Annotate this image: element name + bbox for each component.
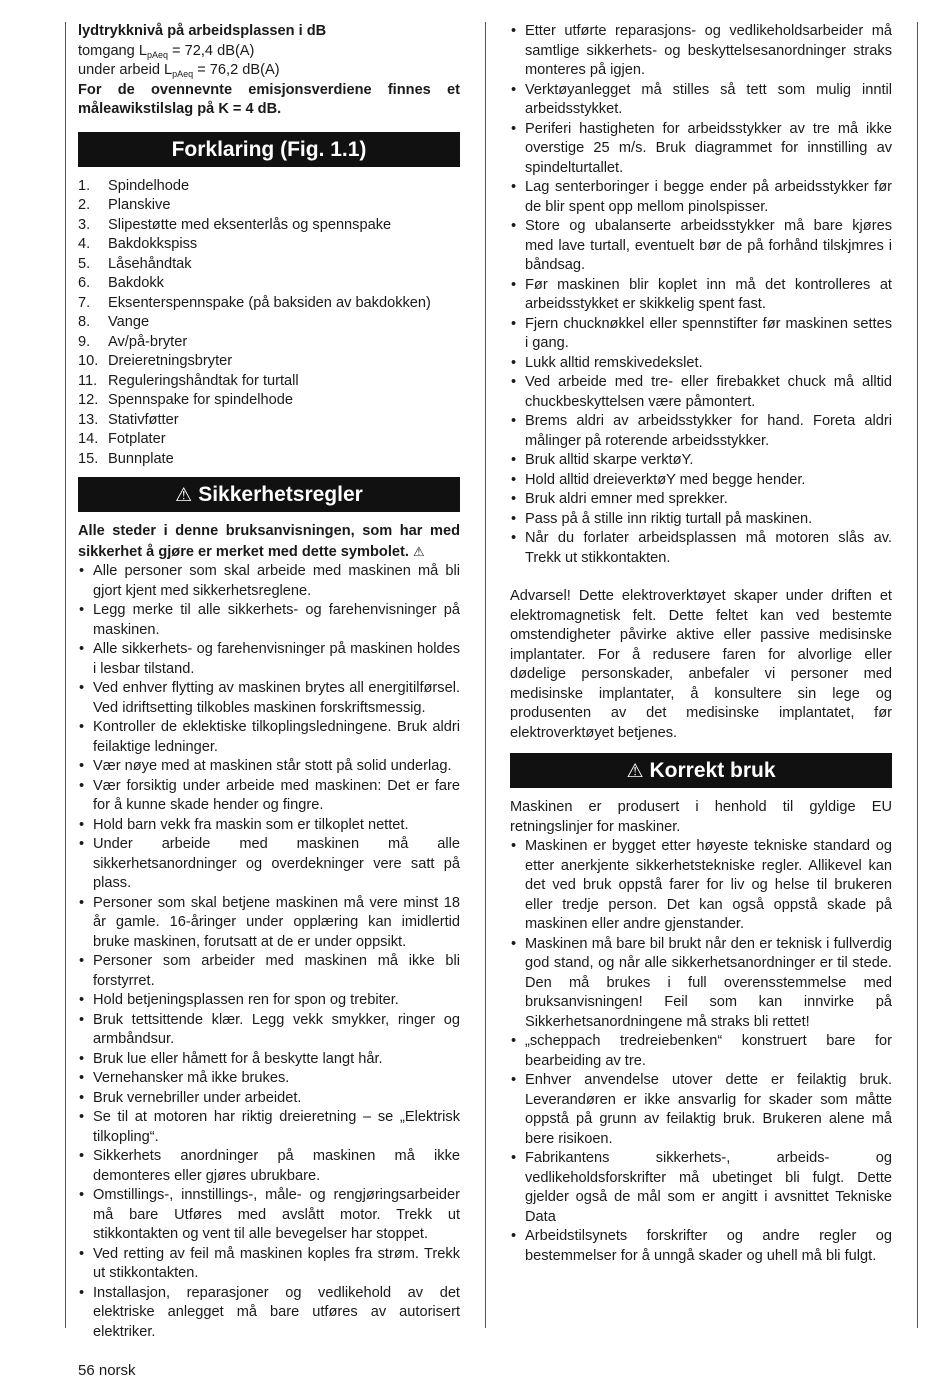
left-column [78, 22, 460, 1342]
safety-item-text: Lukk alltid remskivedekslet. [525, 354, 703, 371]
bullet-marker: • [511, 354, 517, 371]
bullet-marker: • [511, 23, 517, 39]
warning-triangle-icon: ⚠ [175, 485, 193, 506]
safety-item-text: Installasjon, reparasjoner og vedlikehold av det elektriske anlegget må bare utføres av autorisert elektriker. [93, 1284, 460, 1340]
legend-item-number: 11. [78, 372, 98, 389]
legend-item-number: 10. [78, 353, 99, 369]
safety-list-continued [510, 22, 892, 568]
bullet-marker: • [79, 641, 85, 657]
bullet-marker: • [79, 680, 85, 696]
bullet-marker: • [511, 120, 517, 137]
bullet-marker: • [79, 816, 85, 833]
legend-item-number: 15. [78, 450, 99, 467]
bullet-marker: • [511, 413, 517, 429]
bullet-marker: • [511, 276, 517, 293]
correct-use-item [510, 1032, 892, 1071]
safety-item-text: Bruk aldri emner med sprekker. [525, 491, 728, 507]
safety-item [510, 510, 892, 530]
safety-item [510, 354, 892, 374]
safety-item [78, 835, 460, 894]
safety-item-text: Ved arbeide med tre- eller firebakket chuck må alltid chuckbeskyttelsen være påmontert. [525, 374, 892, 410]
safety-item [510, 217, 892, 276]
warning-triangle-icon: ⚠ [413, 543, 425, 559]
bullet-marker: • [511, 1150, 517, 1166]
legend-item [78, 430, 460, 450]
safety-item [78, 1108, 460, 1147]
safety-list [78, 562, 460, 1342]
legend-item-number: 14. [78, 431, 99, 447]
legend-item-number: 6. [78, 275, 91, 291]
legend-item [78, 372, 460, 392]
legend-item-text: Bakdokk [108, 275, 164, 291]
noise-idle-prefix: tomgang L [78, 42, 147, 59]
safety-item [510, 120, 892, 179]
correct-use-title: Korrekt bruk [649, 759, 776, 782]
safety-item [510, 22, 892, 81]
bullet-marker: • [79, 719, 85, 735]
column-divider-middle [485, 22, 486, 1328]
legend-item-text: Vange [108, 314, 150, 330]
legend-item-text: Spennspake for spindelhode [108, 392, 293, 408]
safety-item-text: Alle personer som skal arbeide med maskinen må bli gjort kjent med sikkerhetsreglene. [93, 563, 460, 599]
noise-work-line [78, 61, 460, 81]
safety-item [510, 373, 892, 412]
correct-use-item [510, 1227, 892, 1266]
safety-item [78, 1284, 460, 1343]
safety-item-text: Under arbeide med maskinen må alle sikkerhetsanordninger og overdekninger vere satt på plass. [93, 836, 460, 891]
safety-item-text: Personer som skal betjene maskinen må vere minst 18 år gamle. 16-åringer under opplæring kan imidlertid bruke maskinen, forutsatt at de er under oppsikt. [93, 894, 460, 950]
bullet-marker: • [79, 1109, 85, 1125]
correct-use-intro: Maskinen er produsert i henhold til gyldige EU retningslinjer for maskiner. [510, 799, 892, 835]
noise-idle-line [78, 42, 460, 62]
correct-use-item-text: Arbeidstilsynets forskrifter og andre regler og bestemmelser for å unngå skader og uhell må bli fulgt. [525, 1228, 892, 1264]
noise-heading: lydtrykknivå på arbeidsplassen i dB [78, 23, 327, 39]
bullet-marker: • [79, 1050, 85, 1067]
legend-item-text: Av/på-bryter [108, 333, 188, 350]
bullet-marker: • [511, 935, 517, 952]
bullet-marker: • [511, 179, 517, 195]
safety-item-text: Omstillings-, innstillings-, måle- og rengjøringsarbeider må bare Utføres med avslått motor. Trekk ut stikkontakten og vent til alle bevegelser har stoppet. [93, 1187, 460, 1242]
legend-item [78, 177, 460, 197]
column-divider-left [65, 22, 66, 1328]
bullet-marker: • [79, 1245, 85, 1262]
noise-work-prefix: under arbeid L [78, 62, 173, 78]
safety-item-text: Personer som arbeider med maskinen må ikke bli forstyrret. [93, 953, 460, 989]
safety-item-text: Pass på å stille inn riktig turtall på maskinen. [525, 510, 813, 527]
safety-item-text: Brems aldri av arbeidsstykker for hand. Foreta aldri målinger på roterende arbeidsstykker. [525, 413, 892, 449]
safety-item-text: Ved enhver flytting av maskinen brytes all energitilførsel. Ved idriftsetting tilkobles maskinen forskriftsmessig. [93, 680, 460, 716]
safety-item-text: Vær nøye med at maskinen står stott på solid underlag. [93, 758, 452, 774]
safety-item-text: Hold barn vekk fra maskin som er tilkoplet nettet. [93, 816, 409, 833]
safety-item [510, 276, 892, 315]
bullet-marker: • [79, 1070, 85, 1086]
noise-note: For de ovennevnte emisjonsverdiene finnes et måleawikstilslag på K = 4 dB. [78, 81, 460, 117]
safety-item-text: Før maskinen blir koplet inn må det kontrolleres at arbeidsstykket er skikkelig spent fast. [525, 276, 892, 312]
bullet-marker: • [511, 1072, 517, 1088]
bullet-marker: • [511, 81, 517, 98]
legend-item [78, 216, 460, 236]
legend-item [78, 255, 460, 275]
correct-use-item [510, 837, 892, 935]
safety-item-text: Fjern chucknøkkel eller spennstifter før maskinen settes i gang. [525, 315, 892, 351]
bullet-marker: • [79, 992, 85, 1008]
safety-intro-text: Alle steder i denne bruksanvisningen, som har med sikkerhet å gjøre er merket med dette symbolet. [78, 523, 460, 560]
legend-title: Forklaring (Fig. 1.1) [171, 137, 367, 161]
safety-item-text: Etter utførte reparasjons- og vedlikeholdsarbeider må samtlige sikkerhets- og beskyttelsesanordninger straks monteres på igjen. [525, 23, 892, 78]
safety-item [78, 679, 460, 718]
safety-item [510, 529, 892, 568]
correct-use-list [510, 837, 892, 1266]
safety-item [78, 1186, 460, 1245]
noise-work-value: = 76,2 dB(A) [193, 62, 280, 78]
legend-list [78, 177, 460, 470]
safety-item-text: Ved retting av feil må maskinen koples fra strøm. Trekk ut stikkontakten. [93, 1245, 460, 1281]
bullet-marker: • [511, 315, 517, 332]
safety-item [78, 1069, 460, 1089]
safety-item-text: Hold alltid dreieverktøY med begge hender. [525, 471, 806, 488]
bullet-marker: • [511, 491, 517, 507]
legend-item-text: Fotplater [108, 431, 166, 447]
safety-item-text: Bruk lue eller håmett for å beskytte langt hår. [93, 1050, 383, 1067]
legend-item-text: Låsehåndtak [108, 255, 192, 272]
bullet-marker: • [79, 953, 85, 969]
safety-item [510, 178, 892, 217]
safety-item-text: Hold betjeningsplassen ren for spon og trebiter. [93, 992, 399, 1008]
noise-work-sub: pAeq [172, 69, 194, 79]
bullet-marker: • [79, 1148, 85, 1164]
legend-banner [78, 132, 460, 167]
legend-item [78, 352, 460, 372]
correct-use-item [510, 1149, 892, 1227]
bullet-marker: • [511, 374, 517, 390]
bullet-marker: • [79, 602, 85, 618]
legend-item-number: 7. [78, 294, 91, 311]
safety-item [510, 412, 892, 451]
bullet-marker: • [511, 1033, 517, 1049]
bullet-marker: • [511, 530, 517, 546]
safety-item [78, 777, 460, 816]
legend-item-text: Slipestøtte med eksenterlås og spennspake [108, 216, 392, 233]
noise-idle-value: = 72,4 dB(A) [168, 42, 255, 59]
bullet-marker: • [511, 838, 517, 854]
legend-item-text: Dreieretningsbryter [108, 353, 233, 369]
emf-warning-paragraph: Advarsel! Dette elektroverktøyet skaper under driften et elektromagnetisk felt. Dette feltet kan ved bestemte omstendigheter påvirke aktive eller passive medisinske implantater. For å redusere faren for alvorlige eller dødelige personskader, anbefaler vi personer med medisinske implantater, å konsultere sin lege og produsenten av det medisinske implantatet, før elektroverktøyet betjenes. [510, 588, 892, 741]
correct-use-item [510, 935, 892, 1033]
safety-item-text: Bruk vernebriller under arbeidet. [93, 1089, 302, 1106]
safety-item [510, 471, 892, 491]
correct-use-item-text: Fabrikantens sikkerhets-, arbeids- og vedlikeholdsforskrifter må ubetinget bli fulgt. Dette gjelder også de mål som er angitt i avsnittet Tekniske Data [525, 1150, 892, 1225]
safety-item [510, 315, 892, 354]
safety-item [78, 1147, 460, 1186]
safety-item-text: Vær forsiktig under arbeide med maskinen: Det er fare for å kunne skade hender og fingre. [93, 777, 460, 813]
bullet-marker: • [79, 1284, 85, 1301]
legend-item [78, 294, 460, 314]
legend-item [78, 333, 460, 353]
bullet-marker: • [79, 563, 85, 579]
safety-item-text: Vernehansker må ikke brukes. [93, 1070, 290, 1086]
legend-item-text: Spindelhode [108, 177, 190, 194]
safety-item [510, 451, 892, 471]
safety-item [78, 1011, 460, 1050]
safety-item-text: Bruk tettsittende klær. Legg vekk smykker, ringer og armbåndsur. [93, 1011, 460, 1047]
legend-item [78, 235, 460, 255]
safety-item-text: Periferi hastigheten for arbeidsstykker av tre må ikke overstige 25 m/s. Bruk diagrammet for innstilling av spindelturtallet. [525, 120, 892, 176]
correct-use-item-text: Maskinen må bare bil brukt når den er teknisk i fullverdig god stand, og når alle sikkerhetsanordninger er til stede. Den må brukes i full overensstemmelse med bruksanvisningen! Feil som kan innvirke på Sikkerhetsanordningene må straks bli rettet! [525, 935, 892, 1030]
legend-item-text: Stativføtter [108, 411, 179, 428]
safety-intro [78, 522, 460, 562]
legend-item-number: 13. [78, 411, 99, 428]
safety-item [78, 640, 460, 679]
bullet-marker: • [511, 1228, 517, 1244]
legend-item [78, 411, 460, 431]
safety-item-text: Bruk alltid skarpe verktøY. [525, 452, 694, 468]
legend-item [78, 196, 460, 216]
correct-use-item-text: Maskinen er bygget etter høyeste tekniske standard og etter anerkjente sikkerhetstekniske regler. Allikevel kan det ved bruk oppstå farer for liv og helse til brukeren eller tredje person. Det kan også oppstå skade på maskinen eller andre gjenstander. [525, 838, 892, 932]
safety-item-text: Lag senterboringer i begge ender på arbeidsstykker før de blir spent opp mellom pinolspisser. [525, 179, 892, 215]
footer-language: norsk [98, 1362, 136, 1379]
safety-item [78, 1050, 460, 1070]
safety-item-text: Kontroller de eklektiske tilkoplingsledningene. Bruk aldri feilaktige ledninger. [93, 719, 460, 755]
bullet-marker: • [511, 218, 517, 234]
legend-item [78, 313, 460, 333]
legend-item-number: 3. [78, 216, 91, 233]
bullet-marker: • [511, 471, 517, 488]
legend-item-number: 5. [78, 255, 91, 272]
page-footer [78, 1362, 136, 1379]
legend-item [78, 450, 460, 470]
bullet-marker: • [511, 510, 517, 527]
right-column [510, 22, 892, 1266]
legend-item-number: 12. [78, 392, 99, 408]
legend-item-text: Eksenterspennspake (på baksiden av bakdokken) [108, 294, 431, 311]
legend-item-text: Bunnplate [108, 450, 174, 467]
legend-item-number: 4. [78, 236, 91, 252]
safety-item [78, 1089, 460, 1109]
legend-item-text: Bakdokkspiss [108, 236, 198, 252]
safety-item [78, 991, 460, 1011]
safety-item [78, 718, 460, 757]
safety-item-text: Sikkerhets anordninger på maskinen må ikke demonteres eller gjøres ubrukbare. [93, 1148, 460, 1184]
legend-item-number: 9. [78, 333, 91, 350]
safety-item-text: Når du forlater arbeidsplassen må motoren slås av. Trekk ut stikkontakten. [525, 530, 892, 566]
safety-item [510, 490, 892, 510]
safety-item-text: Verktøyanlegget må stilles så tett som mulig inntil arbeidsstykket. [525, 81, 892, 117]
bullet-marker: • [79, 836, 85, 852]
safety-banner [78, 477, 460, 512]
safety-item-text: Legg merke til alle sikkerhets- og farehenvisninger på maskinen. [93, 602, 460, 638]
safety-item [78, 952, 460, 991]
bullet-marker: • [79, 758, 85, 774]
bullet-marker: • [79, 1089, 85, 1106]
noise-idle-sub: pAeq [146, 49, 168, 60]
safety-title: Sikkerhetsregler [198, 483, 363, 506]
safety-item [78, 601, 460, 640]
safety-item [78, 757, 460, 777]
page-number: 56 [78, 1362, 95, 1379]
safety-item [78, 894, 460, 953]
safety-item-text: Se til at motoren har riktig dreieretning – se „Elektrisk tilkopling“. [93, 1109, 460, 1145]
correct-use-item-text: Enhver anvendelse utover dette er feilaktig bruk. Leverandøren er ikke ansvarlig for skader som måtte oppstå på grunn av feilaktig bruk. Brukeren alene må bere risikoen. [525, 1072, 892, 1147]
legend-item-text: Planskive [108, 197, 171, 213]
correct-use-item [510, 1071, 892, 1149]
legend-item-text: Reguleringshåndtak for turtall [108, 372, 299, 389]
safety-item [510, 81, 892, 120]
safety-item [78, 1245, 460, 1284]
legend-item-number: 2. [78, 197, 91, 213]
safety-item [78, 816, 460, 836]
correct-use-banner [510, 753, 892, 788]
safety-item-text: Store og ubalanserte arbeidsstykker må bare kjøres med lave turtall, eventuelt bør de på forhånd tilskjmres i båndsag. [525, 218, 892, 273]
legend-item [78, 274, 460, 294]
legend-item-number: 8. [78, 314, 91, 330]
safety-item [78, 562, 460, 601]
bullet-marker: • [79, 1187, 85, 1203]
legend-item [78, 391, 460, 411]
correct-use-item-text: „scheppach tredreiebenken“ konstruert bare for bearbeiding av tre. [525, 1033, 892, 1069]
bullet-marker: • [79, 777, 85, 794]
bullet-marker: • [79, 1011, 85, 1028]
bullet-marker: • [511, 452, 517, 468]
column-divider-right [917, 22, 918, 1328]
warning-triangle-icon: ⚠ [626, 761, 644, 782]
bullet-marker: • [79, 894, 85, 911]
legend-item-number: 1. [78, 177, 91, 194]
safety-item-text: Alle sikkerhets- og farehenvisninger på maskinen holdes i lesbar tilstand. [93, 641, 460, 677]
